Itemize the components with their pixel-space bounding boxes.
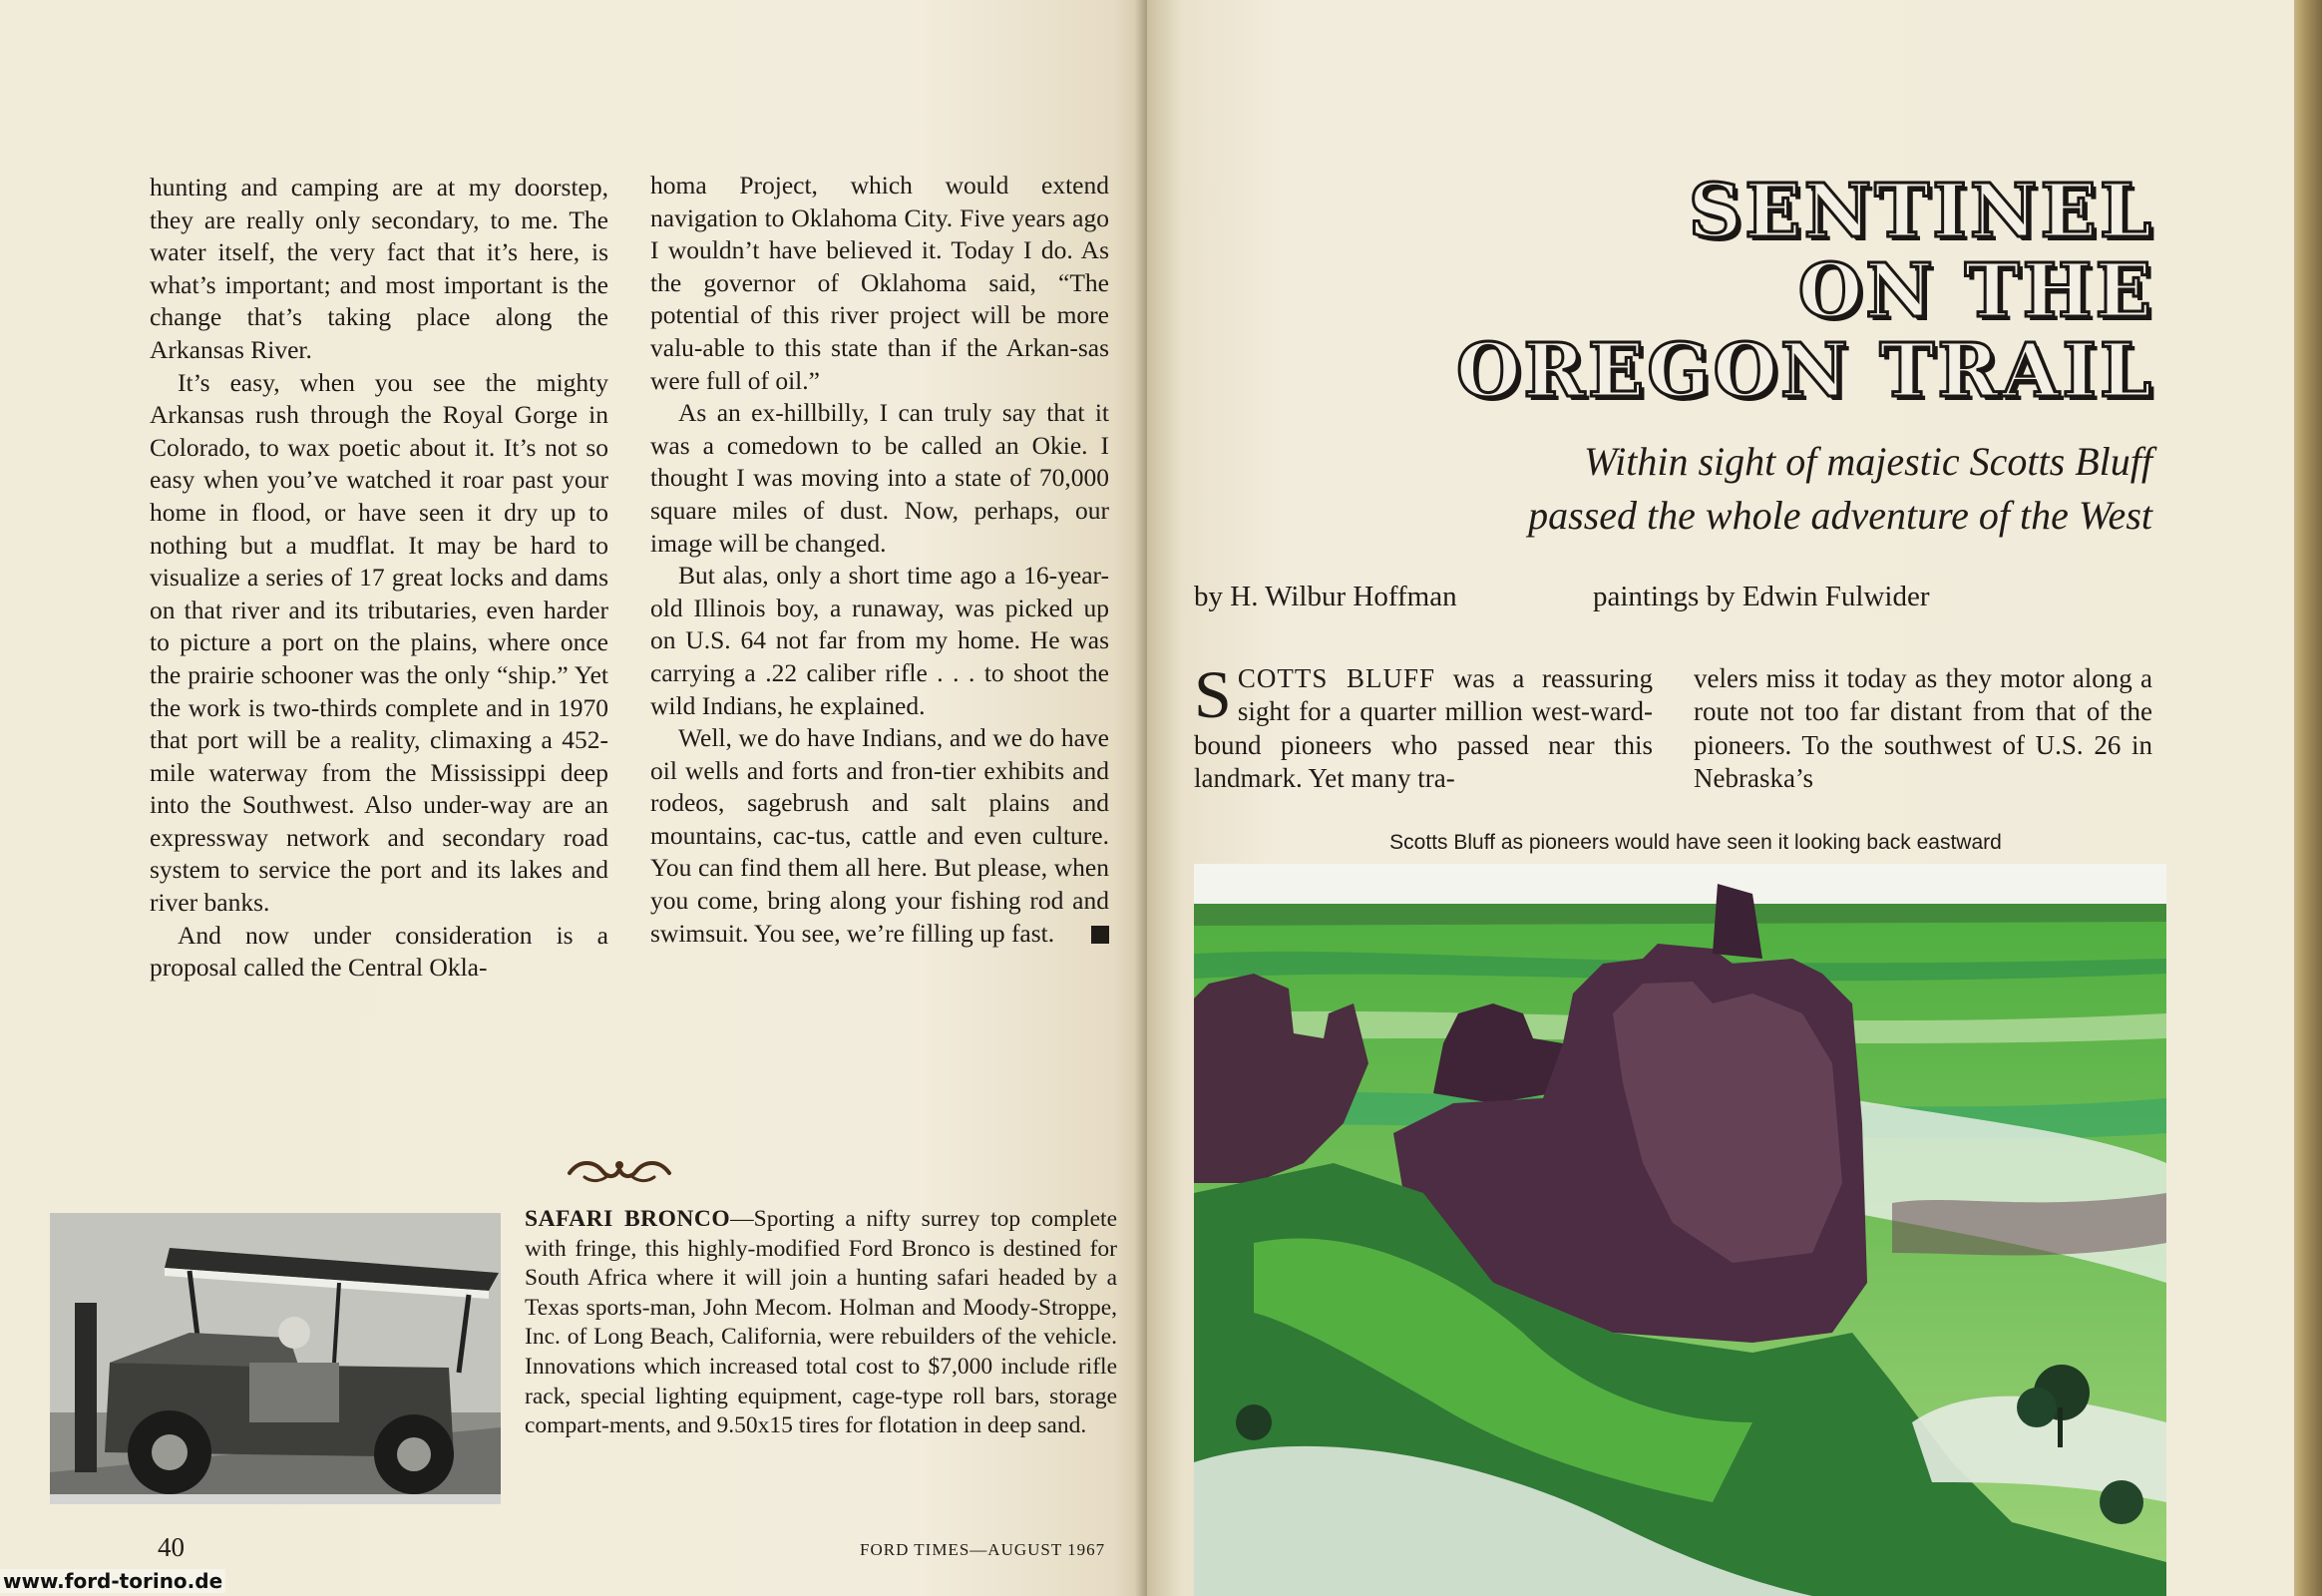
- paragraph-last: [650, 722, 1109, 950]
- intro-column-2: velers miss it today as they motor along a route not too far distant from that of the pioneers. To the southwest of U.S. 26 in Nebraska’s: [1694, 663, 2152, 794]
- bronco-caption: [525, 1205, 1117, 1441]
- paragraph: hunting and camping are at my doorstep, they are really only secondary, to me. The water itself, the very fact that it’s here, is what’s important; and most important is the change that’s taking place along the Arkansas River.: [150, 173, 608, 364]
- article-column-2: [650, 170, 1109, 950]
- flourish-ornament-icon: [565, 1151, 674, 1187]
- article-column-1: [150, 172, 608, 985]
- running-footer: FORD TIMES—AUGUST 1967: [860, 1540, 1106, 1559]
- paragraph: It’s easy, when you see the mighty Arkansas rush through the Royal Gorge in Colorado, to wax poetic about it. It’s not so easy when you’ve watched it roar past your home in flood, or have seen it dry up to nothing but a mudflat. It may be hard to visualize a series of 17 great locks and dams on that river and its tributaries, even harder to picture a port on the plains, where once the prairie schooner was the only “ship.” Yet the work is two-thirds complete and in 1970 that port will be a reality, climaxing a 452-mile waterway from the Mississippi deep into the Southwest. Also under-way are an expressway network and secondary road system to service the port and its lakes and river banks.: [150, 367, 608, 918]
- left-page: [0, 0, 1147, 1596]
- bronco-caption-text: Sporting a nifty surrey top complete with fringe, this highly-modified Ford Bronco is destined for South Africa where it will join a hunting safari headed by a Texas sports-man, John Mecom. Holman and Moody-Stroppe, Inc. of Long Beach, California, were rebuilders of the vehicle. Innovations which increased total cost to $7,000 include rifle rack, special lighting equipment, cage-type roll bars, storage compart-ments, and 9.50x15 tires for flotation in deep sand.: [525, 1206, 1118, 1439]
- website-watermark: www.ford-torino.de: [0, 1569, 225, 1593]
- headline-line-1: SENTINEL: [1688, 169, 2154, 254]
- dek-line-1: Within sight of majestic Scotts Bluff: [1584, 439, 2152, 484]
- headline-line-2: ON THE: [1797, 248, 2154, 334]
- lead-in-smallcaps: COTTS BLUFF: [1237, 663, 1436, 693]
- bronco-photo: [50, 1213, 501, 1504]
- paragraph: But alas, only a short time ago a 16-year-old Illinois boy, a runaway, was picked up on U.S. 64 not far from my home. He was carrying a .22 caliber rifle . . . to shoot the wild Indians, he explained.: [650, 561, 1109, 720]
- scotts-bluff-painting-illustration: [1194, 864, 2166, 1596]
- article-headline: [1257, 169, 2154, 414]
- article-dek: [1335, 435, 2152, 543]
- page-number: 40: [158, 1532, 185, 1562]
- paragraph: homa Project, which would extend navigation to Oklahoma City. Five years ago I wouldn’t have believed it. Today I do. As the governor of Oklahoma said, “The potential of this river project will be more valu-able to this state than if the Arkan-sas were full of oil.”: [650, 171, 1109, 395]
- bronco-photo-illustration: [50, 1213, 501, 1504]
- paragraph: And now under consideration is a proposal called the Central Okla-: [150, 920, 608, 983]
- dek-line-2: passed the whole adventure of the West: [1528, 493, 2152, 538]
- painting-caption: Scotts Bluff as pioneers would have seen it looking back eastward: [1389, 831, 2002, 854]
- paragraph-text: Well, we do have Indians, and we do have oil wells and forts and fron-tier exhibits and rodeos, sagebrush and salt plains and mountains, cac-tus, cattle and even culture. You can find them all here. But please, when you come, bring along your fishing rod and swimsuit. You see, we’re filling up fast.: [650, 723, 1109, 948]
- bronco-caption-title: SAFARI BRONCO: [525, 1206, 731, 1232]
- bronco-caption-dash: —: [730, 1206, 754, 1232]
- bronco-caption-paragraph: [525, 1205, 1117, 1441]
- headline-line-3: OREGON TRAIL: [1455, 328, 2154, 414]
- intro-column-1: [1194, 656, 1653, 796]
- illustration-credit: paintings by Edwin Fulwider: [1593, 581, 1930, 612]
- drop-cap: S: [1194, 656, 1232, 732]
- byline: by H. Wilbur Hoffman: [1194, 581, 1457, 612]
- paragraph: As an ex-hillbilly, I can truly say that it was a comedown to be called an Okie. I thought I was moving into a state of 70,000 square miles of dust. Now, perhaps, our image will be changed.: [650, 398, 1109, 558]
- page-edge: [2294, 0, 2322, 1596]
- end-mark-icon: [1091, 926, 1109, 944]
- intro-text: was a reassuring sight for a quarter million west-ward-bound pioneers who passed near this landmark. Yet many tra-: [1194, 663, 1653, 794]
- scotts-bluff-painting: [1194, 864, 2166, 1596]
